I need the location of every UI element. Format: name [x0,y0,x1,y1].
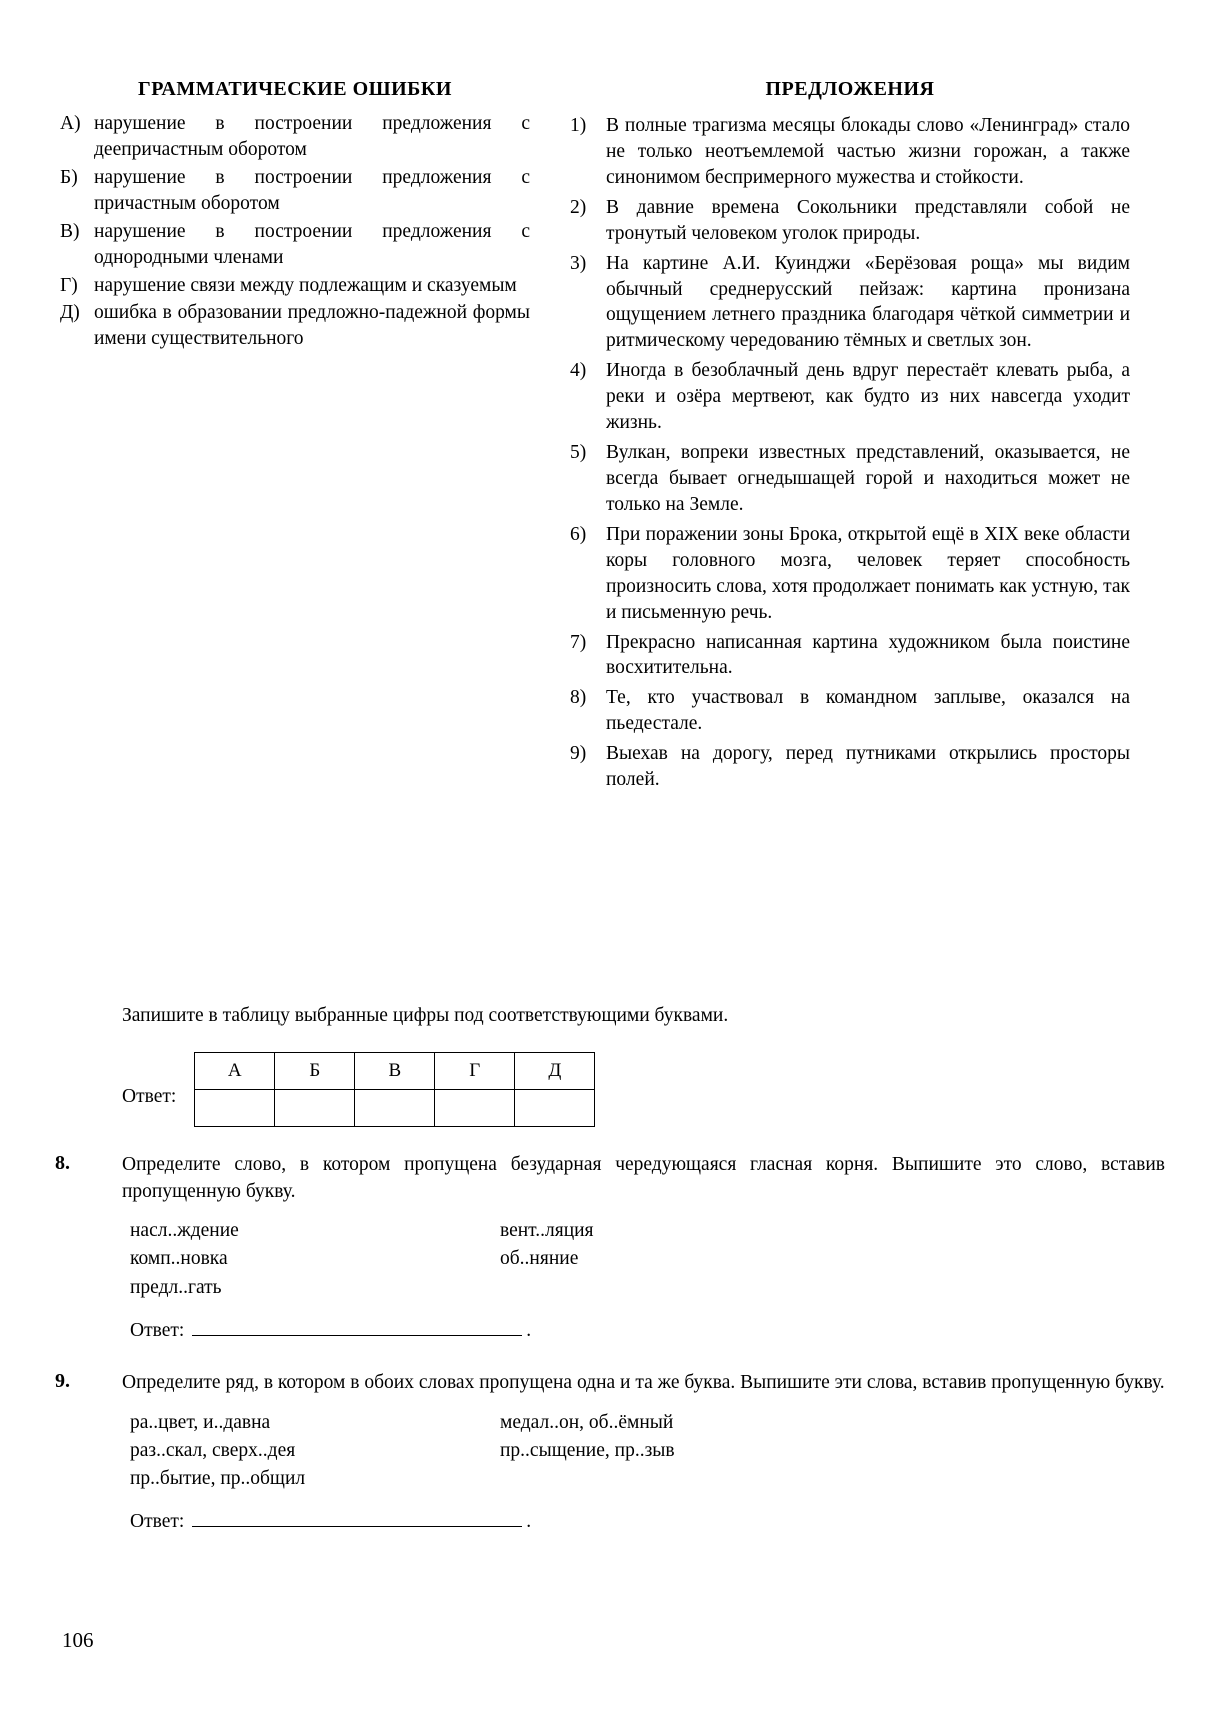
answer-label: Ответ: [130,1511,185,1533]
answer-header-cell: А [195,1053,275,1090]
task-9 [55,1370,1165,1536]
answer-input-cell[interactable] [275,1090,355,1127]
task-9-words-right [500,1409,900,1494]
error-item [60,165,530,217]
sentence-item [570,195,1130,247]
task-8-number: 8. [55,1152,70,1174]
error-text: нарушение в построении предложения с причастным оборотом [94,166,530,214]
word-option: насл..ждение [130,1220,239,1242]
task-8-words-left [122,1217,500,1302]
sentence-text: Те, кто участвовал в командном заплыве, оказался на пьедестале. [606,687,1130,735]
sentence-text: При поражении зоны Брока, открытой ещё в XIX веке области коры головного мозга, человек теряет способность произносить слова, хотя продолжает понимать как устную, так и письменную речь. [606,523,1130,623]
sentence-marker: 3) [570,252,587,274]
error-item [60,219,530,271]
error-marker: Г) [60,274,78,296]
word-option: комп..новка [130,1248,228,1270]
answer-input-rule[interactable] [192,1320,522,1336]
answer-input-cell[interactable] [355,1090,435,1127]
sentence-text: В давние времена Сокольники представляли собой не тронутый человеком уголок природы. [606,196,1130,244]
grammatical-errors-column [60,76,530,797]
sentence-text: Вулкан, вопреки известных представлений, оказывается, не всегда бывает огнедышащей горой и находиться может не только на Земле. [606,442,1130,515]
task-8-word-columns [122,1217,1165,1302]
sentence-text: Выехав на дорогу, перед путниками открылись просторы полей. [606,743,1130,791]
error-marker: Д) [60,302,80,324]
sentence-marker: 5) [570,442,587,464]
task-9-stem: Определите ряд, в котором в обоих словах пропущена одна и та же буква. Выпишите эти слова, вставив пропущенную букву. [122,1372,1165,1393]
table-row [195,1090,595,1127]
answer-table[interactable] [194,1052,595,1127]
task-8-answer-line [122,1318,1165,1345]
word-option: медал..он, об..ёмный [500,1411,674,1433]
task-9-words-left [122,1409,500,1494]
error-item [60,300,530,352]
error-item [60,273,530,299]
sentence-marker: 7) [570,631,587,653]
word-option: предл..гать [130,1276,222,1298]
answer-label: Ответ: [130,1319,185,1341]
grammatical-errors-header: ГРАММАТИЧЕСКИЕ ОШИБКИ [138,78,452,100]
task-8-body [122,1152,1165,1344]
answer-input-cell[interactable] [435,1090,515,1127]
task7-columns [60,76,1160,797]
sentence-marker: 4) [570,360,587,382]
sentence-item [570,630,1130,682]
task-9-body [122,1370,1165,1536]
sentence-marker: 2) [570,196,587,218]
answer-header-cell: В [355,1053,435,1090]
page-number: 106 [62,1628,94,1652]
error-marker: А) [60,113,81,134]
error-marker: В) [60,220,80,242]
word-option: вент..ляция [500,1220,594,1242]
answer-header-cell: Г [435,1053,515,1090]
task-9-answer-line [122,1509,1165,1536]
sentences-column [570,76,1130,797]
word-option: ра..цвет, и..давна [130,1411,271,1433]
answer-input-cell[interactable] [515,1090,595,1127]
error-marker: Б) [60,166,78,188]
answer-label: Ответ: [122,1085,177,1107]
sentence-text: В полные трагизма месяцы блокады слово «Ленинград» стало не только неотъемлемой частью жизни горожан, а также синонимом беспримерного мужества и стойкости. [606,115,1130,188]
sentence-item [570,440,1130,518]
sentence-marker: 9) [570,743,587,765]
sentence-text: На картине А.И. Куинджи «Берёзовая роща» мы видим обычный среднерусский пейзаж: картина пронизана ощущением летнего праздника благодаря чёткой симметрии и ритмическому чередованию тёмных и светлых зон. [606,252,1130,352]
sentence-text: Прекрасно написанная картина художником была поистине восхитительна. [606,631,1130,679]
sentence-item [570,685,1130,737]
error-text: нарушение в построении предложения с деепричастным оборотом [94,113,530,160]
sentence-item [570,741,1130,793]
word-option: об..няние [500,1248,579,1270]
sentences-header: ПРЕДЛОЖЕНИЯ [765,78,935,100]
error-text: нарушение в построении предложения с однородными членами [94,220,530,268]
task-8-stem: Определите слово, в котором пропущена безударная чередующаяся гласная корня. Выпишите это слово, вставив пропущенную букву. [122,1154,1165,1202]
task-9-word-columns [122,1409,1165,1494]
word-option: раз..скал, сверх..дея [130,1439,296,1461]
sentence-item [570,522,1130,626]
table-row [195,1053,595,1090]
word-option: пр..бытие, пр..общил [130,1468,306,1490]
answer-header-cell: Б [275,1053,355,1090]
sentence-marker: 1) [570,115,587,136]
sentence-text: Иногда в безоблачный день вдруг перестаёт клевать рыба, а реки и озёра мертвеют, как будто из них навсегда уходит жизнь. [606,360,1130,434]
task7-answer-block [122,1052,595,1127]
answer-period: . [526,1511,532,1533]
sentence-marker: 8) [570,687,587,709]
answer-input-cell[interactable] [195,1090,275,1127]
answer-header-cell: Д [515,1053,595,1090]
answer-instruction: Запишите в таблицу выбранные цифры под соответствующими буквами. [122,1005,729,1026]
answer-period: . [526,1319,532,1341]
error-item [60,111,530,163]
sentence-marker: 6) [570,523,587,545]
sentence-item [570,358,1130,436]
error-text: ошибка в образовании предложно-падежной формы имени существительного [94,302,530,350]
sentence-item [570,113,1130,191]
task-8 [55,1152,1165,1344]
task-9-number: 9. [55,1370,70,1392]
answer-input-rule[interactable] [192,1511,522,1527]
word-option: пр..сыщение, пр..зыв [500,1439,675,1461]
sentence-item [570,251,1130,355]
task-8-words-right [500,1217,900,1302]
error-text: нарушение связи между подлежащим и сказуемым [94,274,517,296]
